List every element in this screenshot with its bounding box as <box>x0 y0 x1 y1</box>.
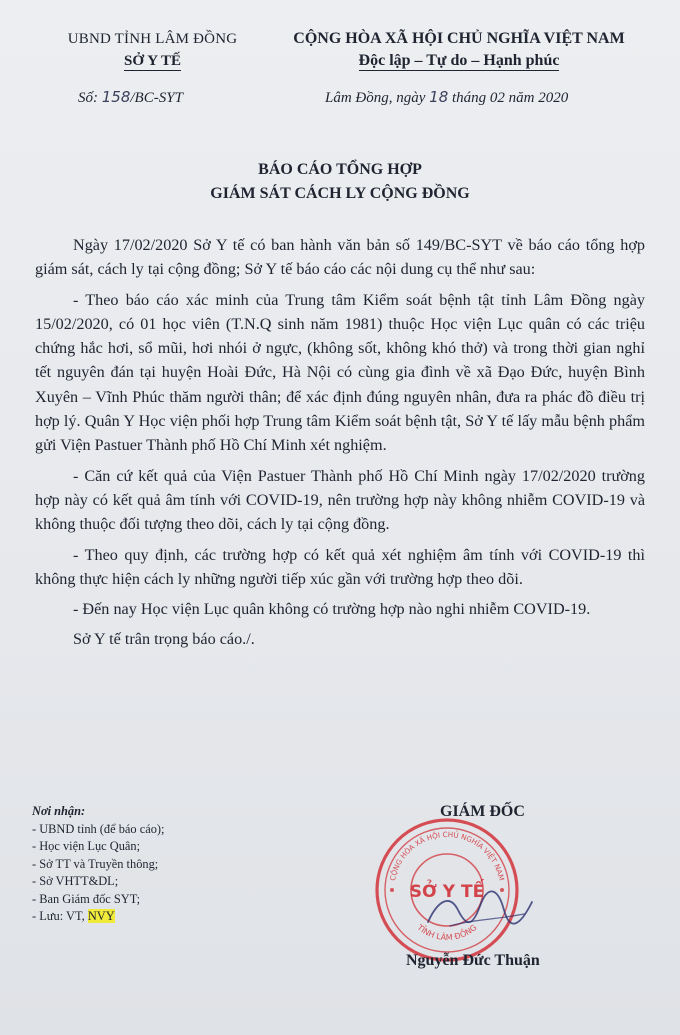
recipient-item: - Học viện Lục Quân; <box>32 839 141 853</box>
seal-ring-top-text: CỘNG HÒA XÃ HỘI CHỦ NGHĨA VIỆT NAM <box>387 829 507 882</box>
recipient-item: - Ban Giám đốc SYT; <box>32 891 141 906</box>
recipient-item: - UBND tỉnh (để báo cáo); <box>32 821 165 836</box>
date-prefix: Lâm Đồng, ngày <box>325 90 426 106</box>
body-paragraph: - Theo báo cáo xác minh của Trung tâm Kiểm soát bệnh tật tỉnh Lâm Đồng ngày 15/02/2020, có 01 học viên (T.N.Q sinh năm 1981) thuộc Học viện Lục quân có các triệu chứng hắc hơi, sổ mũi, hơi nhói ở ngực, (không sốt, không khó thở) và trong thời gian nghỉ tết nguyên đán tại huyện Hoài Đức, Hà Nội có cùng gia đình về xã Đạo Đức, huyện Bình Xuyên – Vĩnh Phúc thăm người thân; để xác định đúng nguyên nhân, đưa ra phác đồ điều trị hợp lý. Quân Y Học viện phối hợp Trung tâm Kiểm soát bệnh tật, Sở Y tế lấy mẫu bệnh phẩm gửi Viện Pastuer Thành phố Hồ Chí Minh xét nghiệm. <box>35 290 645 455</box>
seal-center-text: SỞ Y TẾ <box>409 882 485 902</box>
title-line-2: GIÁM SÁT CÁCH LY CỘNG ĐỒNG <box>210 185 470 202</box>
docno-handwritten: 158 <box>101 88 131 106</box>
recipient-item: - Sở VHTT&DL; <box>32 874 119 888</box>
recipients-list <box>32 803 292 926</box>
date-line <box>325 88 568 107</box>
docno-prefix: Số: <box>78 90 98 106</box>
recipient-archive-prefix: - Lưu: VT, <box>32 909 88 923</box>
signer-title: GIÁM ĐỐC <box>440 803 525 820</box>
docno-suffix: /BC-SYT <box>130 90 183 106</box>
issuer-dept: SỞ Y TẾ <box>124 53 181 69</box>
national-motto: Độc lập – Tự do – Hạnh phúc <box>358 52 560 69</box>
issuer-block <box>40 28 265 72</box>
recipients-title: Nơi nhận: <box>32 804 86 818</box>
body-paragraph: - Căn cứ kết quả của Viện Pastuer Thành phố Hồ Chí Minh ngày 17/02/2020 trường hợp này có kết quả âm tính với COVID-19, nên trường hợp này không nhiễm COVID-19 và không thuộc đối tượng theo dõi, cách ly tại cộng đồng. <box>35 466 645 534</box>
date-suffix: tháng 02 năm 2020 <box>452 90 569 106</box>
recipient-item: - Sở TT và Truyền thông; <box>32 856 159 871</box>
body-paragraph: Ngày 17/02/2020 Sở Y tế có ban hành văn bản số 149/BC-SYT về báo cáo tổng hợp giám sát, cách ly tại cộng đồng; Sở Y tế báo cáo các nội dung cụ thể như sau: <box>35 236 645 279</box>
body-paragraph: - Theo quy định, các trường hợp có kết quả xét nghiệm âm tính với COVID-19 thì không thực hiện cách ly những người tiếp xúc gần với trường hợp theo dõi. <box>35 545 645 588</box>
national-heading <box>268 28 650 72</box>
recipient-item <box>32 908 292 926</box>
closing-line: Sở Y tế trân trọng báo cáo./. <box>73 630 255 649</box>
seal-ring-bottom-text: TỈNH LÂM ĐỒNG <box>415 922 479 943</box>
country-name: CỘNG HÒA XÃ HỘI CHỦ NGHĨA VIỆT NAM <box>293 30 625 47</box>
title-line-1: BÁO CÁO TỔNG HỢP <box>258 161 422 178</box>
handwritten-signature <box>420 880 540 940</box>
signer-name: Nguyễn Đức Thuận <box>406 952 540 969</box>
highlighted-text: NVY <box>87 909 115 923</box>
issuer-org: UBND TỈNH LÂM ĐỒNG <box>67 31 238 47</box>
svg-text:CỘNG HÒA XÃ HỘI CHỦ NGHĨA VIỆT <box>388 829 506 881</box>
document-title <box>0 158 680 206</box>
document-number <box>78 88 183 107</box>
body-paragraph: - Đến nay Học viện Lục quân không có trường hợp nào nghi nhiễm COVID-19. <box>73 600 591 619</box>
date-day-handwritten: 18 <box>429 88 449 106</box>
document-body <box>35 233 645 652</box>
